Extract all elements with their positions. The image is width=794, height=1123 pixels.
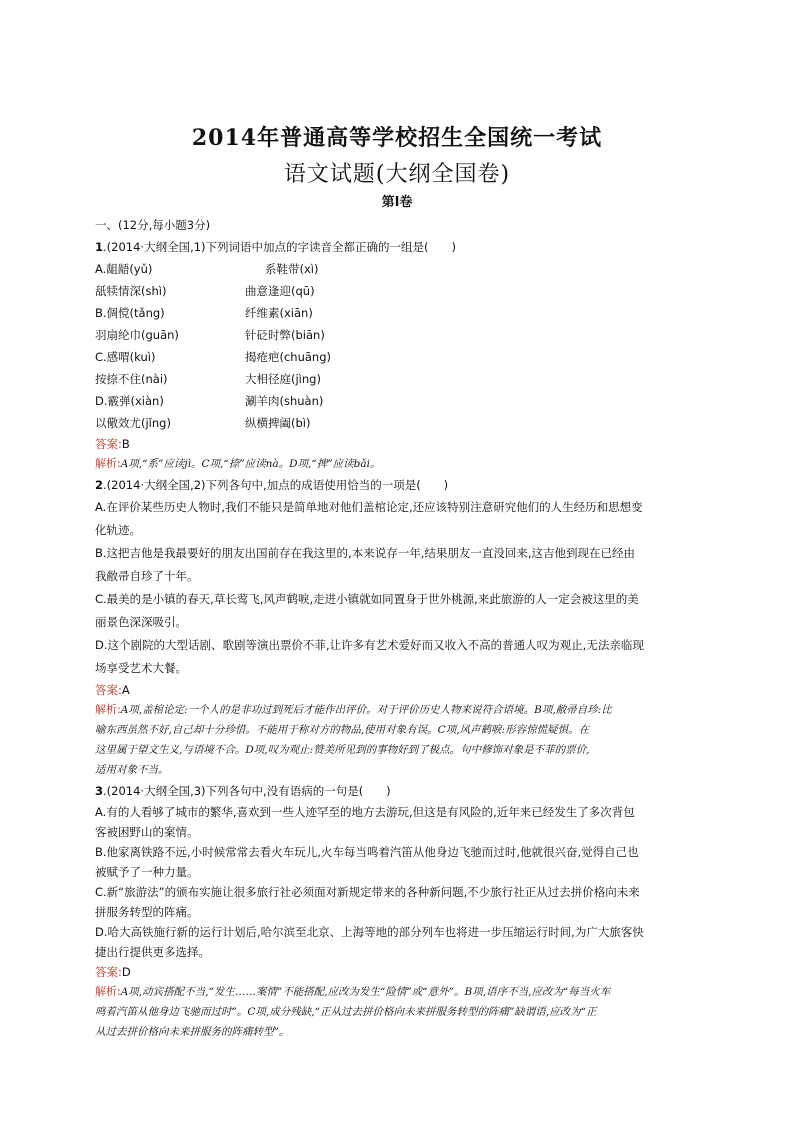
option-line: 被赋予了一种力量。	[95, 865, 199, 879]
answer-label: 答案:	[95, 683, 122, 697]
question-3-answer	[95, 962, 705, 982]
question-3-option-a	[95, 802, 705, 842]
option-cell: B.倜傥(tǎng)	[95, 306, 165, 320]
exam-content	[95, 214, 705, 1042]
option-line: 丽景色深深吸引。	[95, 615, 187, 629]
option-cell: 大相径庭(jìng)	[245, 372, 321, 386]
answer-value: D	[121, 965, 131, 979]
analysis-line: A项,盖棺论定:一个人的是非功过到死后才能作出评价。对于评价历史人物来说符合语境。B项,敝帚自珍:比	[120, 704, 612, 716]
option-cell: 以儆效尤(jǐng)	[95, 416, 171, 430]
exam-subtitle: 语文试题(大纲全国卷)	[283, 162, 511, 187]
analysis-label: 解析:	[95, 985, 121, 998]
analysis-line: 适用对象不当。	[95, 764, 169, 776]
option-line: A.在评价某些历史人物时,我们不能只是简单地对他们盖棺论定,还应该特别注意研究他们的人生经历和思想变	[95, 500, 643, 514]
question-number: 1	[95, 240, 104, 254]
option-line: 客被困野山的案情。	[95, 825, 199, 839]
question-text: .(2014·大纲全国,1)下列词语中加点的字读音全都正确的一组是( )	[103, 240, 457, 254]
option-line: B.这把吉他是我最要好的朋友出国前存在我这里的,本来说存一年,结果朋友一直没回来,这吉他到现在已经由	[95, 546, 636, 560]
option-line: 我敝帚自珍了十年。	[95, 569, 199, 583]
option-line: C.最美的是小镇的春天,草长莺飞,风声鹤唳,走进小镇就如同置身于世外桃源,来此旅游的人一定会被这里的美	[95, 592, 639, 606]
option-line: 拼服务转型的阵痛。	[95, 905, 199, 919]
question-1-answer	[95, 434, 705, 454]
option-cell: 揭疮疤(chuāng)	[245, 350, 332, 364]
analysis-label: 解析:	[95, 457, 121, 470]
option-cell: 系鞋带(xì)	[265, 262, 319, 276]
question-1-stem	[95, 236, 705, 258]
question-1-options	[95, 258, 705, 434]
question-text: .(2014·大纲全国,3)下列各句中,没有语病的一句是( )	[103, 784, 391, 798]
option-cell: A.龃龉(yǔ)	[95, 262, 153, 276]
question-2-option-b	[95, 542, 705, 588]
option-line: C.新“旅游法”的颁布实施让很多旅行社必须面对新规定带来的各种新问题,不少旅行社正从过去拼价格向未来	[95, 885, 640, 899]
question-2-stem	[95, 474, 705, 496]
question-3-option-b	[95, 842, 705, 882]
analysis-line: 这里属于望文生义,与语境不合。D项,叹为观止:赞美所见到的事物好到了极点。句中修饰对象是不菲的票价,	[95, 744, 590, 756]
section-heading: 一、(12分,每小题3分)	[95, 218, 211, 232]
option-line: D.哈大高铁施行新的运行计划后,哈尔滨至北京、上海等地的部分列车也将进一步压缩运行时间,为广大旅客快	[95, 925, 644, 939]
question-3-analysis	[95, 982, 705, 1042]
option-line: D.这个剧院的大型话剧、歌剧等演出票价不菲,让许多有艺术爱好而又收入不高的普通人叹为观止,无法亲临现	[95, 638, 644, 652]
question-number: 3	[95, 784, 104, 798]
option-line: A.有的人看够了城市的繁华,喜欢到一些人迹罕至的地方去游玩,但这是有风险的,近年来已经发生了多次背包	[95, 805, 635, 819]
answer-label: 答案:	[95, 965, 122, 979]
answer-value: A	[121, 683, 130, 697]
analysis-line: 从过去拼价格向未来拼服务的阵痛转型”。	[95, 1026, 290, 1038]
option-line: B.他家离铁路不远,小时候常常去看火车玩儿,火车每当鸣着汽笛从他身边飞驰而过时,他就很兴奋,觉得自己也	[95, 845, 639, 859]
question-2-option-c	[95, 588, 705, 634]
option-cell: 涮羊肉(shuàn)	[245, 394, 324, 408]
option-cell: 舐犊情深(shì)	[95, 284, 167, 298]
question-2-option-a	[95, 496, 705, 542]
exam-title: 2014年普通高等学校招生全国统一考试	[191, 125, 603, 151]
option-line: 捷出行提供更多选择。	[95, 945, 210, 959]
question-text: .(2014·大纲全国,2)下列各句中,加点的成语使用恰当的一项是( )	[103, 478, 449, 492]
option-cell: D.霰弹(xiàn)	[95, 394, 164, 408]
question-number: 2	[95, 478, 104, 492]
option-cell: 羽扇纶巾(guān)	[95, 328, 179, 342]
option-cell: 按捺不住(nài)	[95, 372, 168, 386]
question-2-answer	[95, 680, 705, 700]
answer-value: B	[121, 437, 130, 451]
option-cell: 针砭时弊(biān)	[245, 328, 325, 342]
option-cell: 曲意逢迎(qū)	[245, 284, 315, 298]
question-2-option-d	[95, 634, 705, 680]
option-cell: 纤维素(xiān)	[245, 306, 313, 320]
option-cell: 纵横捭阖(bì)	[245, 416, 311, 430]
question-2-analysis	[95, 700, 705, 780]
option-line: 化轨迹。	[95, 523, 141, 537]
question-1-analysis	[95, 454, 705, 474]
volume-label: 第Ⅰ卷	[381, 195, 413, 210]
analysis-text: A项,“系”应读jì。C项,“捺”应读nà。D项,“捭”应读bǎi。	[120, 458, 381, 470]
question-3-option-c	[95, 882, 705, 922]
analysis-line: 鸣着汽笛从他身边飞驰而过时”。C项,成分残缺,“正从过去拼价格向未来拼服务转型的阵痛”缺谓语,应改为“正	[95, 1006, 597, 1018]
option-cell: C.感喟(kuì)	[95, 350, 156, 364]
analysis-label: 解析:	[95, 703, 121, 716]
question-3-stem	[95, 780, 705, 802]
question-3-option-d	[95, 922, 705, 962]
answer-label: 答案:	[95, 437, 122, 451]
option-line: 场享受艺术大餐。	[95, 661, 187, 675]
analysis-line: 喻东西虽然不好,自己却十分珍惜。不能用于称对方的物品,使用对象有误。C项,风声鹤唳:形容惊慌疑惧。在	[95, 724, 590, 736]
analysis-line: A项,动宾搭配不当,“发生……案情”不能搭配,应改为发生“险情”或“意外”。B项,语序不当,应改为“每当火车	[120, 986, 611, 998]
